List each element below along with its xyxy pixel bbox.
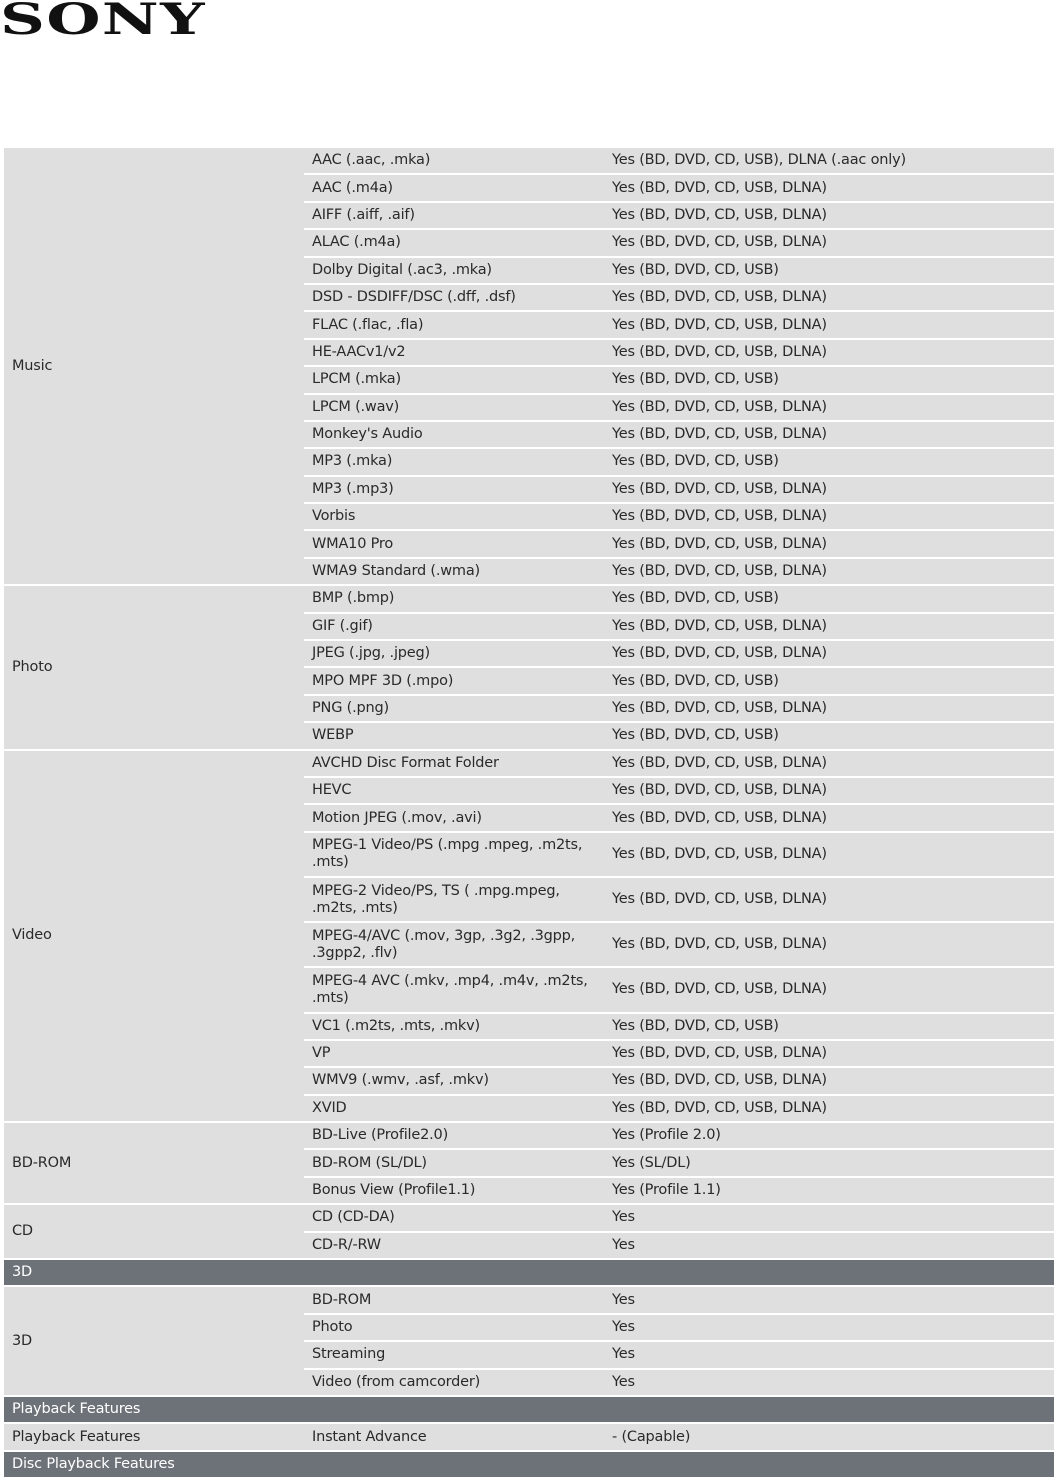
svg-text:SONY: SONY — [0, 0, 207, 40]
support-cell: Yes (BD, DVD, CD, USB, DLNA) — [604, 922, 1054, 967]
category-cell: Photo — [4, 585, 304, 749]
format-cell: WMV9 (.wmv, .asf, .mkv) — [304, 1067, 604, 1094]
format-cell: HE-AACv1/v2 — [304, 339, 604, 366]
section-header-row — [4, 1396, 1054, 1423]
support-cell: Yes (BD, DVD, CD, USB, DLNA) — [604, 229, 1054, 256]
section-header-row — [4, 1451, 1054, 1478]
support-cell: Yes (BD, DVD, CD, USB) — [604, 1013, 1054, 1040]
format-cell: VC1 (.m2ts, .mts, .mkv) — [304, 1013, 604, 1040]
support-cell: Yes (SL/DL) — [604, 1149, 1054, 1176]
support-cell: Yes (BD, DVD, CD, USB, DLNA) — [604, 202, 1054, 229]
format-cell: Vorbis — [304, 503, 604, 530]
support-cell: Yes (BD, DVD, CD, USB, DLNA) — [604, 640, 1054, 667]
support-cell: Yes — [604, 1341, 1054, 1368]
format-cell: MPEG-1 Video/PS (.mpg .mpeg, .m2ts, .mts) — [304, 832, 604, 877]
format-cell: Video (from camcorder) — [304, 1369, 604, 1396]
format-cell: DSD - DSDIFF/DSC (.dff, .dsf) — [304, 284, 604, 311]
format-cell: BD-Live (Profile2.0) — [304, 1122, 604, 1149]
format-cell: BD-ROM — [304, 1286, 604, 1313]
support-cell: Yes (BD, DVD, CD, USB) — [604, 585, 1054, 612]
support-cell: Yes (BD, DVD, CD, USB, DLNA) — [604, 530, 1054, 557]
support-cell: Yes (BD, DVD, CD, USB, DLNA) — [604, 284, 1054, 311]
support-cell: Yes (BD, DVD, CD, USB) — [604, 366, 1054, 393]
format-cell: Streaming — [304, 1341, 604, 1368]
support-cell: Yes (Profile 2.0) — [604, 1122, 1054, 1149]
format-cell: HEVC — [304, 777, 604, 804]
format-cell: MPEG-4 AVC (.mkv, .mp4, .m4v, .m2ts, .mts) — [304, 967, 604, 1012]
support-cell: Yes (BD, DVD, CD, USB), DLNA (.aac only) — [604, 148, 1054, 174]
support-cell: Yes (BD, DVD, CD, USB, DLNA) — [604, 476, 1054, 503]
support-cell: Yes (BD, DVD, CD, USB, DLNA) — [604, 311, 1054, 338]
format-cell: AAC (.m4a) — [304, 174, 604, 201]
format-cell: BD-ROM (SL/DL) — [304, 1149, 604, 1176]
spec-table — [4, 148, 1054, 1479]
format-cell: AAC (.aac, .mka) — [304, 148, 604, 174]
category-cell: BD-ROM — [4, 1122, 304, 1204]
format-cell: WMA10 Pro — [304, 530, 604, 557]
support-cell: Yes (BD, DVD, CD, USB, DLNA) — [604, 421, 1054, 448]
spec-table-body — [4, 148, 1054, 1478]
support-cell: Yes — [604, 1286, 1054, 1313]
format-cell: AVCHD Disc Format Folder — [304, 750, 604, 777]
format-cell: Photo — [304, 1314, 604, 1341]
format-cell: MPEG-2 Video/PS, TS ( .mpg.mpeg, .m2ts, .mts) — [304, 877, 604, 922]
format-cell: Bonus View (Profile1.1) — [304, 1177, 604, 1204]
table-row — [4, 585, 1054, 612]
support-cell: Yes — [604, 1232, 1054, 1259]
support-cell: Yes — [604, 1369, 1054, 1396]
support-cell: Yes (BD, DVD, CD, USB, DLNA) — [604, 1067, 1054, 1094]
support-cell: Yes (BD, DVD, CD, USB, DLNA) — [604, 1040, 1054, 1067]
support-cell: Yes (BD, DVD, CD, USB, DLNA) — [604, 750, 1054, 777]
support-cell: Yes (BD, DVD, CD, USB, DLNA) — [604, 877, 1054, 922]
support-cell: - (Capable) — [604, 1423, 1054, 1450]
format-cell: WMA9 Standard (.wma) — [304, 558, 604, 585]
format-cell: XVID — [304, 1095, 604, 1122]
table-row — [4, 1122, 1054, 1149]
category-cell: CD — [4, 1204, 304, 1259]
support-cell: Yes (BD, DVD, CD, USB, DLNA) — [604, 1095, 1054, 1122]
format-cell: ALAC (.m4a) — [304, 229, 604, 256]
support-cell: Yes (BD, DVD, CD, USB, DLNA) — [604, 503, 1054, 530]
format-cell: BMP (.bmp) — [304, 585, 604, 612]
category-cell: Playback Features — [4, 1423, 304, 1450]
format-cell: FLAC (.flac, .fla) — [304, 311, 604, 338]
format-cell: Monkey's Audio — [304, 421, 604, 448]
format-cell: CD (CD-DA) — [304, 1204, 604, 1231]
section-header: Disc Playback Features — [4, 1451, 1054, 1478]
support-cell: Yes (Profile 1.1) — [604, 1177, 1054, 1204]
category-cell: Video — [4, 750, 304, 1122]
format-cell: MPO MPF 3D (.mpo) — [304, 667, 604, 694]
format-cell: LPCM (.wav) — [304, 394, 604, 421]
format-cell: MP3 (.mka) — [304, 448, 604, 475]
format-cell: Dolby Digital (.ac3, .mka) — [304, 257, 604, 284]
format-cell: JPEG (.jpg, .jpeg) — [304, 640, 604, 667]
sony-logo — [0, 0, 210, 40]
support-cell: Yes (BD, DVD, CD, USB, DLNA) — [604, 613, 1054, 640]
support-cell: Yes (BD, DVD, CD, USB, DLNA) — [604, 832, 1054, 877]
support-cell: Yes (BD, DVD, CD, USB, DLNA) — [604, 339, 1054, 366]
support-cell: Yes (BD, DVD, CD, USB) — [604, 667, 1054, 694]
section-header: Playback Features — [4, 1396, 1054, 1423]
format-cell: MP3 (.mp3) — [304, 476, 604, 503]
format-cell: Instant Advance — [304, 1423, 604, 1450]
section-header-row — [4, 1259, 1054, 1286]
support-cell: Yes — [604, 1314, 1054, 1341]
format-cell: GIF (.gif) — [304, 613, 604, 640]
category-cell: Music — [4, 148, 304, 585]
support-cell: Yes — [604, 1204, 1054, 1231]
support-cell: Yes (BD, DVD, CD, USB) — [604, 448, 1054, 475]
support-cell: Yes (BD, DVD, CD, USB) — [604, 257, 1054, 284]
support-cell: Yes (BD, DVD, CD, USB) — [604, 722, 1054, 749]
table-row — [4, 148, 1054, 174]
format-cell: LPCM (.mka) — [304, 366, 604, 393]
support-cell: Yes (BD, DVD, CD, USB, DLNA) — [604, 967, 1054, 1012]
table-row — [4, 1204, 1054, 1231]
support-cell: Yes (BD, DVD, CD, USB, DLNA) — [604, 695, 1054, 722]
format-cell: VP — [304, 1040, 604, 1067]
format-cell: WEBP — [304, 722, 604, 749]
section-header: 3D — [4, 1259, 1054, 1286]
support-cell: Yes (BD, DVD, CD, USB, DLNA) — [604, 777, 1054, 804]
format-cell: CD-R/-RW — [304, 1232, 604, 1259]
support-cell: Yes (BD, DVD, CD, USB, DLNA) — [604, 804, 1054, 831]
table-row — [4, 1423, 1054, 1450]
format-cell: PNG (.png) — [304, 695, 604, 722]
format-cell: Motion JPEG (.mov, .avi) — [304, 804, 604, 831]
support-cell: Yes (BD, DVD, CD, USB, DLNA) — [604, 558, 1054, 585]
format-cell: MPEG-4/AVC (.mov, 3gp, .3g2, .3gpp, .3gpp2, .flv) — [304, 922, 604, 967]
support-cell: Yes (BD, DVD, CD, USB, DLNA) — [604, 174, 1054, 201]
category-cell: 3D — [4, 1286, 304, 1396]
table-row — [4, 750, 1054, 777]
format-cell: AIFF (.aiff, .aif) — [304, 202, 604, 229]
support-cell: Yes (BD, DVD, CD, USB, DLNA) — [604, 394, 1054, 421]
table-row — [4, 1286, 1054, 1313]
